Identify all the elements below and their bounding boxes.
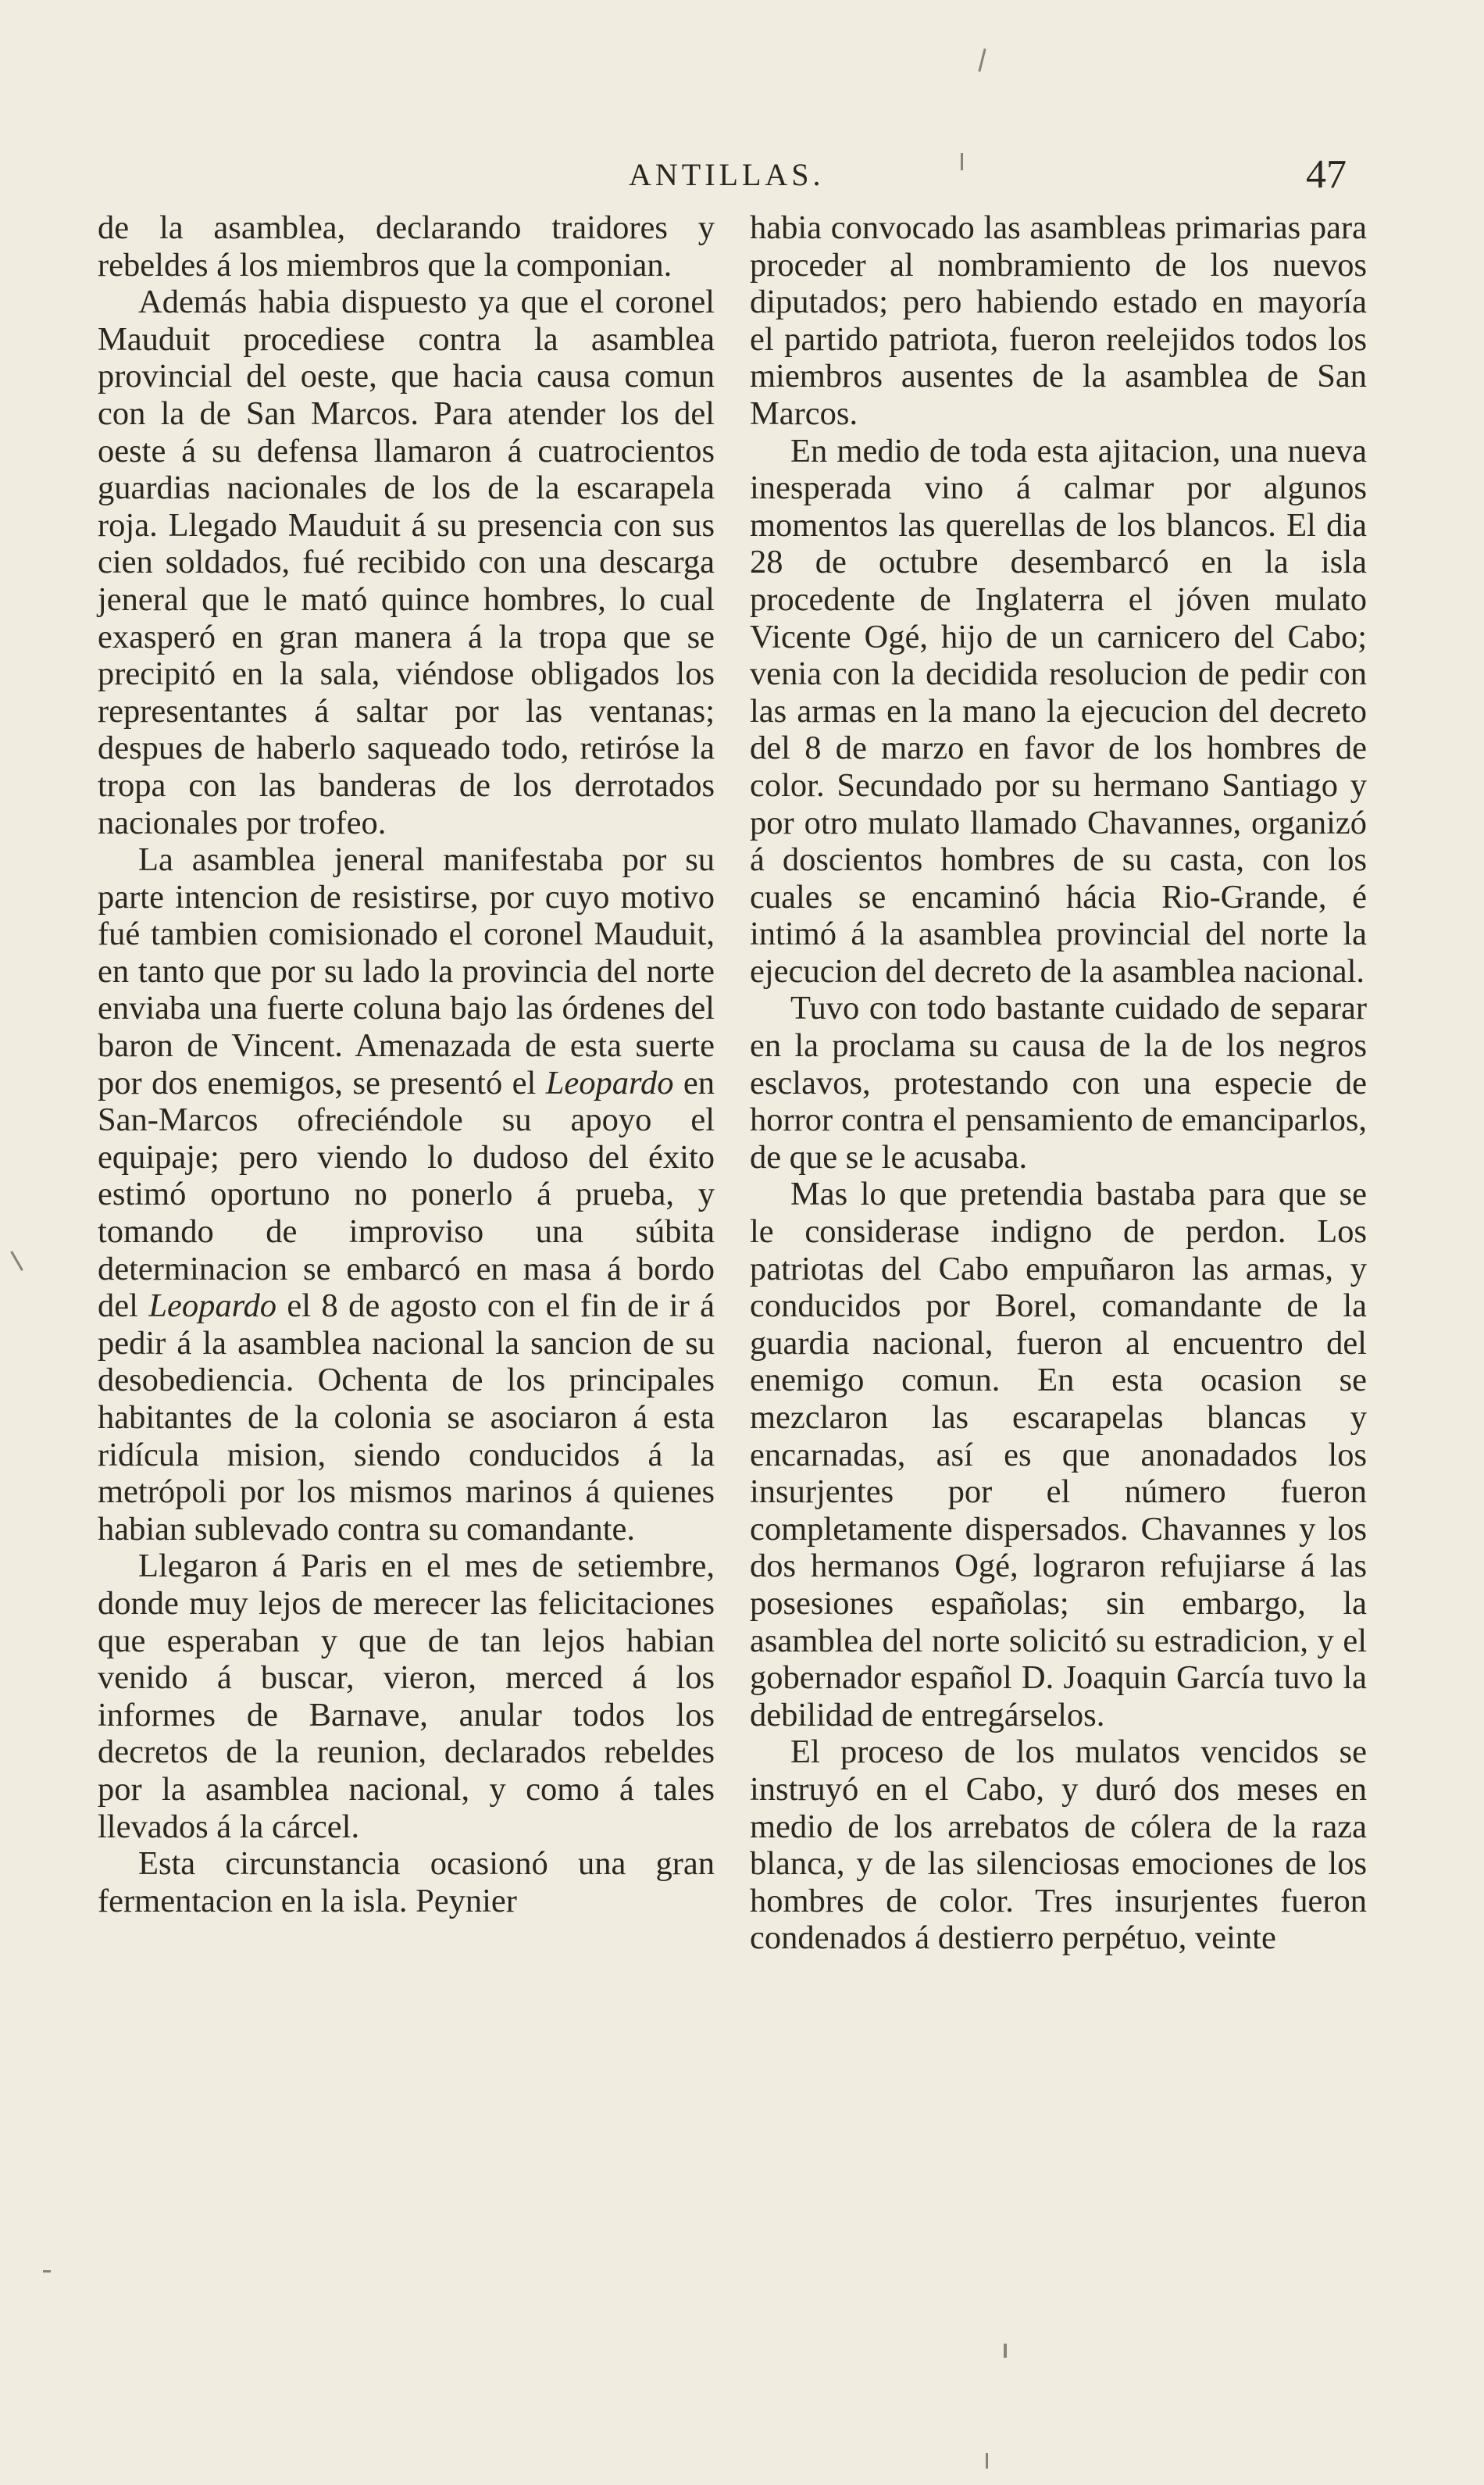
paragraph: habia convocado las asambleas primarias para proceder al nombramiento de los nuevos diputados; pero habiendo estado en mayoría el partido patriota, fueron reelejidos todos los miembros ausentes de la asamblea de San Marcos. [750,209,1367,432]
page-header [0,152,1484,211]
paragraph: Mas lo que pretendia bastaba para que se le considerase indigno de perdon. Los patriotas del Cabo empuñaron las armas, y conducidos por Borel, comandante de la guardia nacional, fueron al encuentro del enemigo comun. En esta ocasion se mezclaron las escarapelas blancas y encarnadas, así es que anonadados los insurjentes por el número fueron completamente dispersados. Chavannes y los dos hermanos Ogé, lograron refujiarse á las posesiones españolas; sin embargo, la asamblea del norte solicitó su estradicion, y el gobernador español D. Joaquin García tuvo la debilidad de entregárselos. [750,1176,1367,1733]
ship-name: Leopardo [545,1064,674,1101]
text-run: el 8 de agosto con el fin de ir á pedir á la asamblea nacional la sancion de su desobediencia. Ochenta de los principales habitantes de la colonia se asociaron á esta ridícula mision, siendo conducidos á la metrópoli por los mismos marinos á quienes habian sublevado contra su comandante. [98,1287,715,1548]
text-run: La asamblea jeneral manifestaba por su parte intencion de resistirse, por cuyo motivo fué tambien comisionado el coronel Mauduit, en tanto que por su lado la provincia del norte enviaba una fuerte coluna bajo las órdenes del baron de Vincent. Amenazada de esta suerte por dos enemigos, se presentó el [98,841,715,1101]
ink-speck [1004,2344,1007,2358]
ink-speck [961,153,963,170]
running-title: ANTILLAS. [629,157,825,192]
ink-speck [43,2270,51,2273]
paragraph [98,841,715,1548]
ink-speck [10,1251,23,1271]
paragraph: Esta circunstancia ocasionó una gran fermentacion en la isla. Peynier [98,1845,715,1919]
page-number: 47 [1306,152,1347,197]
left-column [98,209,715,1919]
paragraph: Tuvo con todo bastante cuidado de separar en la proclama su causa de la de los negros esclavos, protestando con una especie de horror contra el pensamiento de emanciparlos, de que se le acusaba. [750,990,1367,1176]
paragraph: Llegaron á Paris en el mes de setiembre, donde muy lejos de merecer las felicitaciones que esperaban y que de tan lejos habian venido á buscar, vieron, merced á los informes de Barnave, anular todos los decretos de la reunion, declarados rebeldes por la asamblea nacional, y como á tales llevados á la cárcel. [98,1548,715,1845]
paragraph: En medio de toda esta ajitacion, una nueva inesperada vino á calmar por algunos momentos las querellas de los blancos. El dia 28 de octubre desembarcó en la isla procedente de Inglaterra el jóven mulato Vicente Ogé, hijo de un carnicero del Cabo; venia con la decidida resolucion de pedir con las armas en la mano la ejecucion del decreto del 8 de marzo en favor de los hombres de color. Secundado por su hermano Santiago y por otro mulato llamado Chavannes, organizó á doscientos hombres de su casta, con los cuales se encaminó hácia Rio-Grande, é intimó á la asamblea provincial del norte la ejecucion del decreto de la asamblea nacional. [750,432,1367,990]
ship-name: Leopardo [148,1287,277,1325]
paragraph: Además habia dispuesto ya que el coronel Mauduit procediese contra la asamblea provincial del oeste, que hacia causa comun con la de San Marcos. Para atender los del oeste á su defensa llamaron á cuatrocientos guardias nacionales de los de la escarapela roja. Llegado Mauduit á su presencia con sus cien soldados, fué recibido con una descarga jeneral que le mató quince hombres, lo cual exasperó en gran manera á la tropa que se precipitó en la sala, viéndose obligados los representantes á saltar por las ventanas; despues de haberlo saqueado todo, retiróse la tropa con las banderas de los derrotados nacionales por trofeo. [98,284,715,841]
ink-speck [986,2453,988,2469]
paragraph: El proceso de los mulatos vencidos se instruyó en el Cabo, y duró dos meses en medio de los arrebatos de cólera de la raza blanca, y de las silenciosas emociones de los hombres de color. Tres insurjentes fueron condenados á destierro perpétuo, veinte [750,1733,1367,1957]
text-run: en San-Marcos ofreciéndole su apoyo el equipaje; pero viendo lo dudoso del éxito estimó oportuno no ponerlo á prueba, y tomando de improviso una súbita determinacion se embarcó en masa á bordo del [98,1064,715,1325]
right-column [750,209,1367,1957]
ink-speck [978,48,986,72]
paragraph: de la asamblea, declarando traidores y rebeldes á los miembros que la componian. [98,209,715,284]
